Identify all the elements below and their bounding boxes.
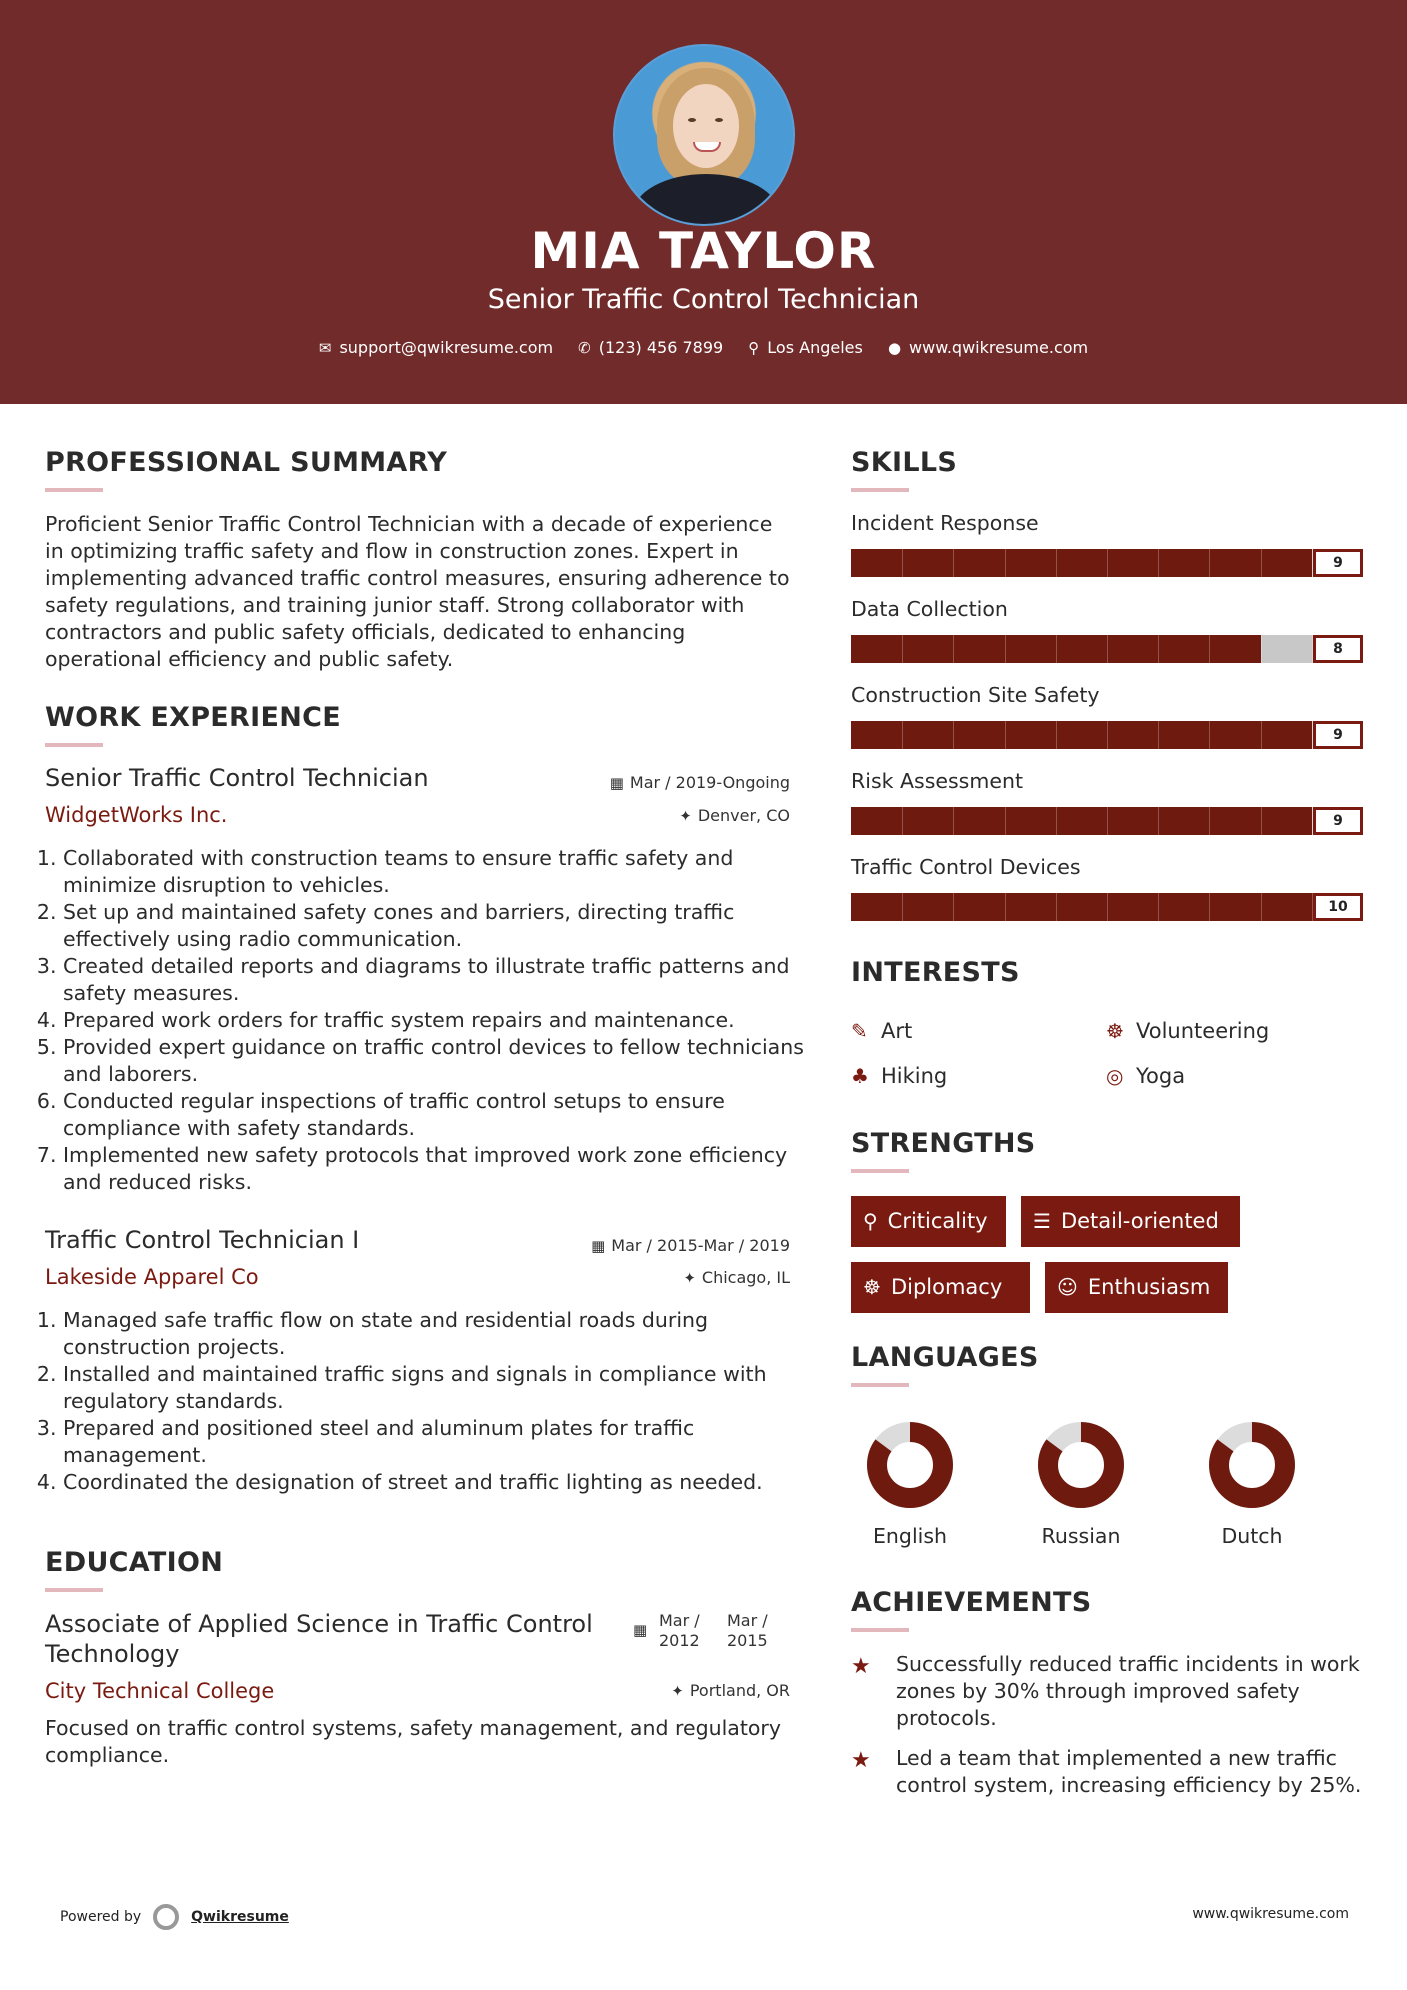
job-company: Lakeside Apparel Co — [45, 1265, 259, 1289]
footer-powered-by: Powered by Qwikresume — [60, 1904, 289, 1930]
education-underline — [45, 1588, 103, 1592]
skill-score: 10 — [1313, 893, 1363, 921]
skill-score: 9 — [1313, 807, 1363, 835]
skill-bar-divider — [1005, 549, 1006, 577]
calendar-icon: ▦ — [633, 1621, 648, 1639]
skill-bar — [851, 893, 1363, 921]
skill-score: 9 — [1313, 549, 1363, 577]
skill-bar-divider — [1209, 893, 1210, 921]
skill-bar-divider — [1005, 635, 1006, 663]
degree-title: Associate of Applied Science in Traffic Control Technology — [45, 1610, 593, 1668]
skill-bar-divider — [902, 721, 903, 749]
star-icon: ★ — [851, 1748, 871, 1773]
skill-bar-divider — [953, 635, 954, 663]
language-ring — [860, 1415, 960, 1515]
candidate-title: Senior Traffic Control Technician — [487, 284, 920, 315]
contact-phone[interactable]: (123) 456 7899 — [598, 338, 724, 357]
job-location: ✦ Chicago, IL — [683, 1268, 790, 1287]
skill-score: 8 — [1313, 635, 1363, 663]
resume-header — [0, 0, 1407, 404]
skill-bar-divider — [1261, 549, 1262, 577]
skill-label: Traffic Control Devices — [851, 855, 1081, 879]
interest-item: ◎ Yoga — [1106, 1064, 1186, 1088]
skill-score: 9 — [1313, 721, 1363, 749]
contact-location: Los Angeles — [767, 338, 863, 357]
skill-bar-divider — [1107, 549, 1108, 577]
skill-bar-divider — [1056, 807, 1057, 835]
skill-bar-divider — [1107, 893, 1108, 921]
job-dates: ▦ Mar / 2019-Ongoing — [609, 773, 790, 792]
strengths-heading: STRENGTHS — [851, 1128, 1036, 1159]
job-duties — [45, 1307, 805, 1496]
language-label: English — [872, 1524, 948, 1548]
skill-bar-divider — [1005, 807, 1006, 835]
skill-bar-divider — [1005, 893, 1006, 921]
skill-bar-divider — [1107, 721, 1108, 749]
languages-underline — [851, 1383, 909, 1387]
search-icon: ⚲ — [863, 1209, 878, 1233]
skill-bar-divider — [1158, 635, 1159, 663]
handshake-icon: ☸ — [1106, 1019, 1124, 1043]
calendar-icon: ▦ — [609, 774, 624, 792]
skill-label: Risk Assessment — [851, 769, 1023, 793]
skill-bar-divider — [1158, 893, 1159, 921]
candidate-name: MIA TAYLOR — [530, 222, 877, 280]
skill-bar — [851, 721, 1363, 749]
job-duties — [45, 845, 805, 1196]
skill-bar-divider — [902, 549, 903, 577]
skill-bar-divider — [902, 807, 903, 835]
summary-underline — [45, 488, 103, 492]
skill-bar-divider — [1107, 635, 1108, 663]
education-description: Focused on traffic control systems, safety management, and regulatory compliance. — [45, 1716, 781, 1767]
skill-bar-divider — [1158, 549, 1159, 577]
qwikresume-logo-icon — [153, 1904, 179, 1930]
job-dates: ▦ Mar / 2015-Mar / 2019 — [591, 1236, 790, 1255]
languages-heading: LANGUAGES — [851, 1342, 1039, 1373]
skill-bar-fill — [851, 721, 1312, 749]
language-label: Russian — [1041, 1524, 1121, 1548]
skill-bar-divider — [1056, 635, 1057, 663]
skill-bar-divider — [1005, 721, 1006, 749]
job-location: ✦ Denver, CO — [679, 806, 790, 825]
strength-tag: ☸ Diplomacy — [851, 1262, 1030, 1313]
tree-icon: ♣ — [851, 1064, 869, 1088]
strength-tag: ☰ Detail-oriented — [1021, 1196, 1240, 1247]
lifebuoy-icon: ◎ — [1106, 1064, 1124, 1088]
map-pin-icon: ⚲ — [748, 339, 760, 357]
skill-bar-divider — [1056, 549, 1057, 577]
achievement-item: ★ Successfully reduced traffic incidents in work zones by 30% through improved safety protocols. — [851, 1652, 1360, 1730]
skill-bar-divider — [953, 807, 954, 835]
globe-icon: ● — [887, 339, 902, 357]
pin-icon: ✦ — [683, 1269, 696, 1287]
calendar-icon: ▦ — [591, 1237, 606, 1255]
summary-heading: PROFESSIONAL SUMMARY — [45, 447, 448, 478]
strength-tag: ⚲ Criticality — [851, 1196, 1006, 1247]
skill-label: Construction Site Safety — [851, 683, 1100, 707]
school-name: City Technical College — [45, 1679, 275, 1703]
interest-item: ☸ Volunteering — [1106, 1019, 1270, 1043]
pin-icon: ✦ — [671, 1682, 684, 1700]
interests-heading: INTERESTS — [851, 957, 1020, 988]
skill-bar-divider — [953, 893, 954, 921]
job-title: Senior Traffic Control Technician — [45, 764, 429, 792]
paintbrush-icon: ✎ — [851, 1019, 868, 1043]
list-item: 5. Provided expert guidance on traffic control devices to fellow technicians and laborers. — [63, 1034, 805, 1088]
smile-icon: ☺ — [1057, 1275, 1078, 1299]
language-ring — [1031, 1415, 1131, 1515]
skill-label: Data Collection — [851, 597, 1008, 621]
skill-label: Incident Response — [851, 511, 1039, 535]
education-heading: EDUCATION — [45, 1547, 224, 1578]
contact-email[interactable]: support@qwikresume.com — [339, 338, 554, 357]
job-company: WidgetWorks Inc. — [45, 803, 228, 827]
skills-underline — [851, 488, 909, 492]
skill-bar — [851, 807, 1363, 835]
job-title: Traffic Control Technician I — [45, 1226, 360, 1254]
skill-bar-divider — [1056, 721, 1057, 749]
skill-bar-divider — [1209, 721, 1210, 749]
footer-brand-link[interactable]: Qwikresume — [191, 1909, 289, 1925]
skill-bar-divider — [1261, 893, 1262, 921]
skill-bar-divider — [1107, 807, 1108, 835]
list-item: 7. Implemented new safety protocols that improved work zone efficiency and reduced risks. — [63, 1142, 805, 1196]
star-icon: ★ — [851, 1654, 871, 1679]
skill-bar-fill — [851, 807, 1312, 835]
skill-bar — [851, 549, 1363, 577]
interest-item: ✎ Art — [851, 1019, 913, 1043]
envelope-icon: ✉ — [318, 339, 332, 357]
list-item: 4. Prepared work orders for traffic system repairs and maintenance. — [63, 1007, 805, 1034]
summary-text: Proficient Senior Traffic Control Technician with a decade of experience in optimizing traffic safety and flow in construction zones. Expert in implementing advanced traffic control measures, ensuring adherence to safety regulations, and training junior staff. Strong collaborator with contractors and public safety officials, dedicated to enhancing operational efficiency and public safety. — [45, 512, 790, 671]
achievements-underline — [851, 1628, 909, 1632]
skill-bar-divider — [1209, 549, 1210, 577]
skill-bar-divider — [953, 721, 954, 749]
language-ring — [1202, 1415, 1302, 1515]
contact-bar — [0, 338, 1407, 357]
skill-bar-divider — [1158, 721, 1159, 749]
list-icon: ☰ — [1033, 1209, 1051, 1233]
interest-item: ♣ Hiking — [851, 1064, 948, 1088]
skill-bar-divider — [1209, 635, 1210, 663]
list-item: 6. Conducted regular inspections of traffic control setups to ensure compliance with safety standards. — [63, 1088, 805, 1142]
skill-bar-divider — [1261, 721, 1262, 749]
list-item: 4. Coordinated the designation of street and traffic lighting as needed. — [63, 1469, 805, 1496]
skill-bar-divider — [1209, 807, 1210, 835]
skill-bar-divider — [1261, 807, 1262, 835]
list-item: 2. Installed and maintained traffic signs and signals in compliance with regulatory standards. — [63, 1361, 805, 1415]
list-item: 3. Prepared and positioned steel and aluminum plates for traffic management. — [63, 1415, 805, 1469]
skills-heading: SKILLS — [851, 447, 958, 478]
handshake-icon: ☸ — [863, 1275, 881, 1299]
achievements-heading: ACHIEVEMENTS — [851, 1587, 1092, 1618]
list-item: 3. Created detailed reports and diagrams to illustrate traffic patterns and safety measures. — [63, 953, 805, 1007]
list-item: 1. Collaborated with construction teams to ensure traffic safety and minimize disruption to vehicles. — [63, 845, 805, 899]
work-underline — [45, 743, 103, 747]
skill-bar-divider — [1261, 635, 1262, 663]
strengths-underline — [851, 1169, 909, 1173]
footer-website[interactable]: www.qwikresume.com — [1192, 1906, 1349, 1922]
phone-icon: ✆ — [578, 339, 591, 357]
language-label: Dutch — [1221, 1524, 1283, 1548]
skill-bar-divider — [1158, 807, 1159, 835]
achievement-item: ★ Led a team that implemented a new traffic control system, increasing efficiency by 25%. — [851, 1746, 1362, 1797]
skill-bar-divider — [953, 549, 954, 577]
pin-icon: ✦ — [679, 807, 692, 825]
profile-photo — [613, 44, 795, 226]
education-location: ✦ Portland, OR — [671, 1681, 790, 1700]
strength-tag: ☺ Enthusiasm — [1045, 1262, 1228, 1313]
skill-bar — [851, 635, 1363, 663]
skill-bar-divider — [902, 893, 903, 921]
skill-bar-fill — [851, 549, 1312, 577]
skill-bar-divider — [902, 635, 903, 663]
contact-website[interactable]: www.qwikresume.com — [909, 338, 1089, 357]
work-heading: WORK EXPERIENCE — [45, 702, 341, 733]
list-item: 1. Managed safe traffic flow on state and residential roads during construction projects. — [63, 1307, 805, 1361]
skill-bar-divider — [1056, 893, 1057, 921]
list-item: 2. Set up and maintained safety cones and barriers, directing traffic effectively using radio communication. — [63, 899, 805, 953]
